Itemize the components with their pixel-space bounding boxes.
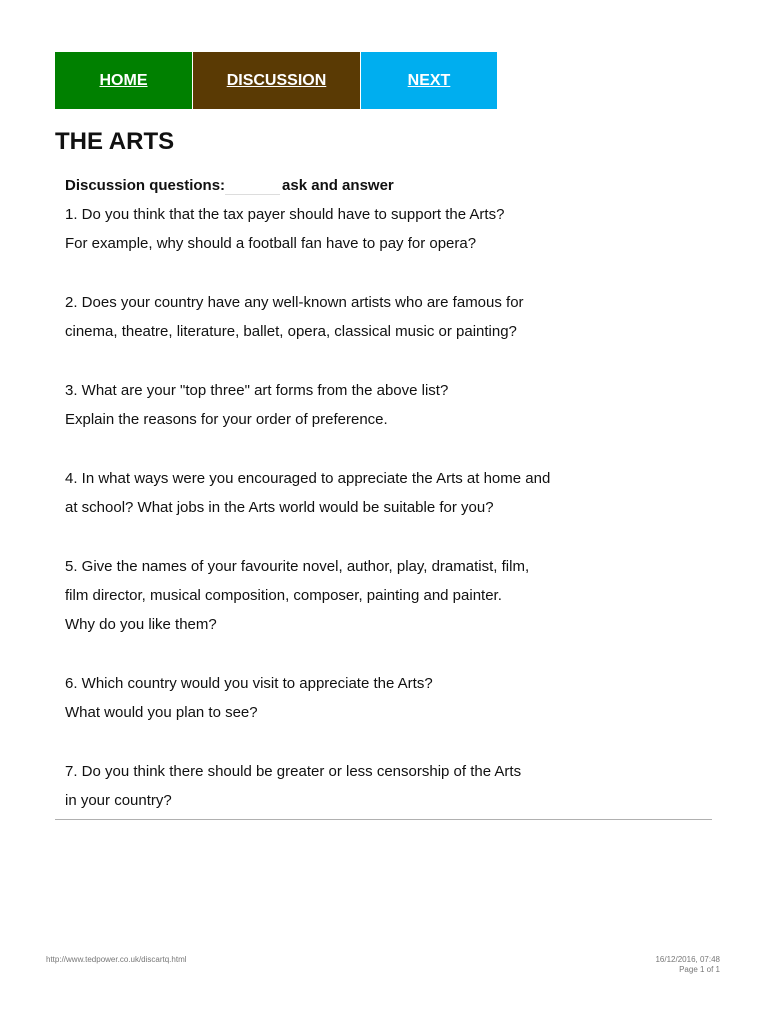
question-line: 7. Do you think there should be greater or less censorship of the Arts [65, 763, 522, 780]
page-title: THE ARTS [55, 128, 175, 155]
question-line: Explain the reasons for your order of preference. [65, 411, 388, 428]
blank-gap [225, 178, 280, 195]
question-line: 3. What are your "top three" art forms from the above list? [65, 382, 449, 399]
footer-url: http://www.tedpower.co.uk/discartq.html [46, 955, 187, 964]
question-item [65, 464, 705, 522]
discussion-subheading [65, 177, 394, 195]
top-navigation [55, 52, 497, 109]
question-line: at school? What jobs in the Arts world would be suitable for you? [65, 499, 494, 516]
question-item [65, 200, 705, 258]
subheading-instruction: ask and answer [282, 177, 394, 194]
footer-page-number: Page 1 of 1 [679, 965, 720, 974]
question-line: For example, why should a football fan have to pay for opera? [65, 235, 477, 252]
question-line: 2. Does your country have any well-known artists who are famous for [65, 294, 524, 311]
question-item [65, 669, 705, 727]
question-line: film director, musical composition, composer, painting and painter. [65, 587, 502, 604]
question-item [65, 288, 705, 346]
question-line: 4. In what ways were you encouraged to appreciate the Arts at home and [65, 470, 551, 487]
discussion-link[interactable]: DISCUSSION [192, 52, 360, 109]
footer-meta [655, 955, 720, 975]
question-line: 1. Do you think that the tax payer should have to support the Arts? [65, 206, 505, 223]
question-line: in your country? [65, 792, 172, 809]
question-line: 6. Which country would you visit to appreciate the Arts? [65, 675, 433, 692]
question-item [65, 757, 705, 815]
question-line: What would you plan to see? [65, 704, 258, 721]
next-link[interactable]: NEXT [360, 52, 497, 109]
horizontal-divider [55, 819, 712, 820]
question-item [65, 376, 705, 434]
footer-datetime: 16/12/2016, 07:48 [655, 955, 720, 964]
question-line: 5. Give the names of your favourite novel, author, play, dramatist, film, [65, 558, 530, 575]
question-list [65, 200, 705, 845]
subheading-label: Discussion questions: [65, 177, 226, 194]
question-line: cinema, theatre, literature, ballet, opera, classical music or painting? [65, 323, 517, 340]
question-line: Why do you like them? [65, 616, 217, 633]
home-link[interactable]: HOME [55, 52, 192, 109]
question-item [65, 552, 705, 639]
